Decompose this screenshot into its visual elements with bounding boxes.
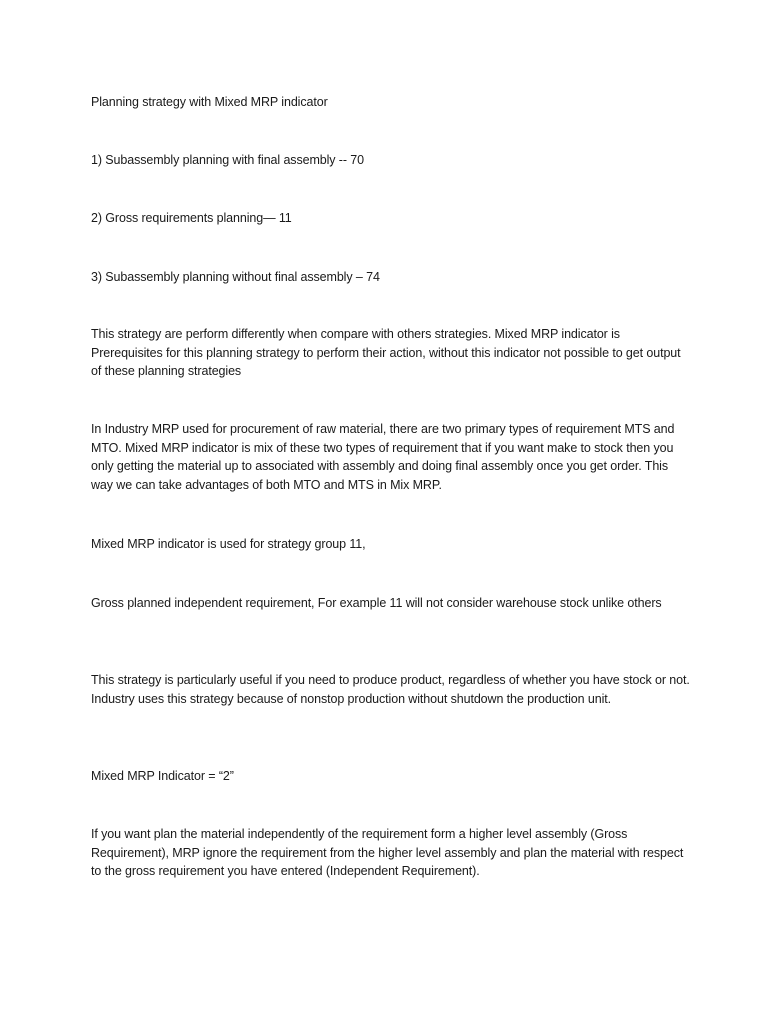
paragraph-prerequisites: This strategy are perform differently when compare with others strategies. Mixed MRP indicator is Prerequisites for this planning strategy to perform their action, without this indicator not possible to get output of these planning strategies <box>91 327 681 378</box>
strategy-item-74: 3) Subassembly planning without final assembly – 74 <box>91 270 380 284</box>
paragraph-gross-planned: Gross planned independent requirement, For example 11 will not consider warehouse stock unlike others <box>91 596 662 610</box>
paragraph-strategy-group: Mixed MRP indicator is used for strategy group 11, <box>91 537 366 551</box>
paragraph-industry-mrp: In Industry MRP used for procurement of raw material, there are two primary types of requirement MTS and MTO. Mixed MRP indicator is mix of these two types of requirement that if you want make to stock then you only getting the material up to associated with assembly and doing final assembly once you get order. This way we can take advantages of both MTO and MTS in Mix MRP. <box>91 422 675 492</box>
paragraph-independent-planning: If you want plan the material independently of the requirement form a higher level assembly (Gross Requirement), MRP ignore the requirement from the higher level assembly and plan the material with respect to the gross requirement you have entered (Independent Requirement). <box>91 827 684 878</box>
document-heading: Planning strategy with Mixed MRP indicator <box>91 95 328 109</box>
paragraph-indicator-value: Mixed MRP Indicator = “2” <box>91 769 234 783</box>
paragraph-usefulness: This strategy is particularly useful if you need to produce product, regardless of whether you have stock or not. Industry uses this strategy because of nonstop production without shutdown the production unit. <box>91 673 690 706</box>
strategy-item-70: 1) Subassembly planning with final assembly -- 70 <box>91 153 365 167</box>
strategy-item-11: 2) Gross requirements planning— 11 <box>91 211 292 225</box>
